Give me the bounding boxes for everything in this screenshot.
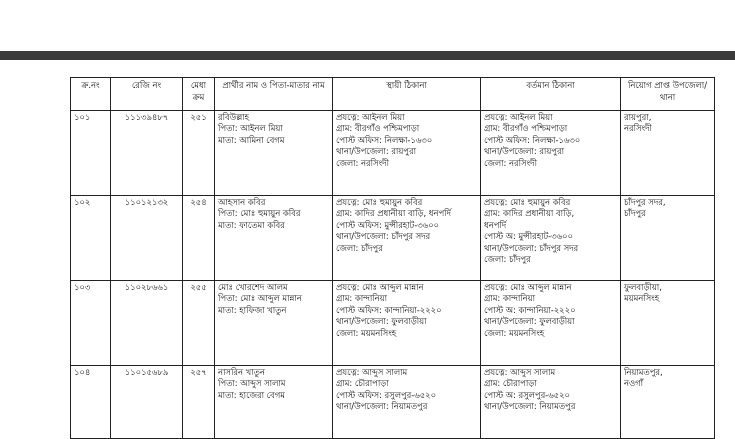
- posting-cell: [621, 281, 715, 366]
- header-permanent-address: স্থায়ী ঠিকানা: [333, 78, 481, 111]
- header-name: প্রার্থীর নাম ও পিতা-মাতার নাম: [215, 78, 333, 111]
- address-line: জেলা: নরসিংদী: [484, 157, 537, 168]
- merit-cell: ২৫৪: [183, 196, 215, 281]
- address-line: জেলা: চাঁদপুর: [484, 254, 531, 265]
- address-line: পোস্ট অফিস: নিলক্ষা-১৬৩০: [336, 134, 433, 145]
- address-line: প্রযত্নে: আইনল মিয়া: [336, 112, 405, 122]
- address-line: গ্রাম: বীরগাঁও পশ্চিমপাড়া: [484, 123, 568, 134]
- address-line: প্রযত্নে: মোঃ আব্দুল মান্নান: [336, 282, 424, 292]
- serial-cell: ১০৩: [71, 281, 111, 366]
- candidate-name: রবিউল্লাহ: [218, 112, 249, 122]
- header-reg: রেজি নং: [111, 78, 183, 111]
- present-address-cell: [481, 111, 621, 196]
- address-line: থানা/উপজেলা: রায়পুরা: [336, 146, 417, 157]
- merit-cell: ২৫৭: [183, 366, 215, 439]
- address-line: জেলা: ময়মনসিংহ: [484, 327, 545, 338]
- name-cell: [215, 196, 333, 281]
- father-name: পিতা: আব্দুস সালাম: [218, 378, 286, 389]
- table-row: [71, 281, 715, 366]
- address-line: প্রযত্নে: আব্দুস সালাম: [484, 367, 556, 377]
- serial-cell: ১০১: [71, 111, 111, 196]
- father-name: পিতা: মোঃ হুমায়ুন কবির: [218, 208, 301, 219]
- present-address-cell: [481, 281, 621, 366]
- address-line: গ্রাম: বীরগাঁও পশ্চিমপাড়া: [336, 123, 420, 134]
- mother-name: মাতা: হাফিজা খাতুন: [218, 304, 287, 315]
- address-line: গ্রাম: কাদির প্রধানীয়া বাড়ি, ধনপর্দি: [336, 208, 451, 219]
- posting-cell: [621, 111, 715, 196]
- merit-cell: ২৫৫: [183, 281, 215, 366]
- address-line: থানা/উপজেলা: চাঁদপুর সদর: [336, 231, 431, 242]
- posting-line: ময়মনসিংহ: [624, 293, 660, 304]
- address-line: গ্রাম: চৌরাপাড়া: [484, 378, 537, 389]
- address-line: পোস্ট অফিস: কান্দানিয়া-২২২০: [336, 304, 442, 315]
- present-address-cell: [481, 366, 621, 439]
- header-posting: নিয়োগ প্রাপ্ত উপজেলা/থানা: [621, 78, 715, 111]
- reg-cell: ১১১৩৯৪৮৭: [111, 111, 183, 196]
- address-line: থানা/উপজেলা: নিয়ামতপুর: [336, 401, 428, 412]
- table-row: [71, 111, 715, 196]
- father-name: পিতা: মোঃ আব্দুল মান্নান: [218, 293, 302, 304]
- posting-line: ফুলবাড়ীয়া,: [624, 282, 662, 292]
- posting-cell: [621, 196, 715, 281]
- address-line: পোস্ট অ: মুন্সীরহাট-৩৬০০: [484, 231, 573, 242]
- posting-line: নিয়ামতপুর,: [624, 367, 663, 377]
- address-line: পোস্ট অফিস: নিলক্ষা-১৬৩০: [484, 134, 581, 145]
- address-line: পোস্ট অ: রসুলপুর-৬৫২০: [484, 389, 570, 400]
- address-line: প্রযত্নে: আইনল মিয়া: [484, 112, 553, 122]
- serial-cell: ১০২: [71, 196, 111, 281]
- top-bar: [0, 51, 735, 60]
- mother-name: মাতা: আমিনা বেগম: [218, 134, 285, 145]
- father-name: পিতা: আইনল মিয়া: [218, 123, 283, 134]
- address-line: জেলা: ময়মনসিংহ: [336, 327, 397, 338]
- permanent-address-cell: [333, 196, 481, 281]
- address-line: গ্রাম: কান্দানিয়া: [484, 293, 536, 304]
- reg-cell: ১১০১৫৬৮৯: [111, 366, 183, 439]
- permanent-address-cell: [333, 366, 481, 439]
- header-row: [71, 78, 715, 111]
- candidate-name: নাসরিন খাতুন: [218, 367, 265, 377]
- permanent-address-cell: [333, 281, 481, 366]
- address-line: প্রযত্নে: মোঃ আব্দুল মান্নান: [484, 282, 572, 292]
- candidate-table: [70, 77, 715, 439]
- address-line: প্রযত্নে: মোঃ হুমায়ুন কবির: [484, 197, 571, 207]
- header-present-address: বর্তমান ঠিকানা: [481, 78, 621, 111]
- address-line: পোস্ট অ: কান্দানিয়া-২২২০: [484, 304, 576, 315]
- posting-line: চাঁদপুর: [624, 208, 646, 219]
- address-line: জেলা: চাঁদপুর: [336, 242, 383, 253]
- address-line: প্রযত্নে: মোঃ হুমায়ুন কবির: [336, 197, 423, 207]
- posting-line: নরসিংদী: [624, 123, 652, 134]
- address-line: পোস্ট অফিস: রসুলপুর-৬৫২০: [336, 389, 437, 400]
- address-line: জেলা: নরসিংদী: [336, 157, 389, 168]
- address-line: থানা/উপজেলা: ফুলবাড়ীয়া: [336, 316, 427, 327]
- table-row: [71, 366, 715, 439]
- header-merit: মেধা ক্রম: [183, 78, 215, 111]
- header-serial: ক্র.নং: [71, 78, 111, 111]
- address-line: ধনপর্দি: [484, 219, 507, 230]
- serial-cell: ১০৪: [71, 366, 111, 439]
- posting-line: রায়পুরা,: [624, 112, 652, 122]
- reg-cell: ১১০২৮৬৬১: [111, 281, 183, 366]
- table-row: [71, 196, 715, 281]
- address-line: গ্রাম: কাদির প্রধানীয়া বাড়ি,: [484, 208, 575, 219]
- address-line: থানা/উপজেলা: নিয়ামতপুর: [484, 401, 576, 412]
- name-cell: [215, 111, 333, 196]
- posting-line: নওগাঁ: [624, 378, 644, 389]
- address-line: প্রযত্নে: আব্দুস সালাম: [336, 367, 408, 377]
- name-cell: [215, 366, 333, 439]
- address-line: থানা/উপজেলা: ফুলবাড়ীয়া: [484, 316, 575, 327]
- address-line: থানা/উপজেলা: রায়পুরা: [484, 146, 565, 157]
- reg-cell: ১১০১২১৩২: [111, 196, 183, 281]
- address-line: পোস্ট অফিস: মুন্সীরহাট-৩৬০০: [336, 219, 439, 230]
- permanent-address-cell: [333, 111, 481, 196]
- address-line: গ্রাম: কান্দানিয়া: [336, 293, 388, 304]
- address-line: গ্রাম: চৌরাপাড়া: [336, 378, 389, 389]
- candidate-name: আহসান কবির: [218, 197, 266, 207]
- candidate-name: মোঃ খোরশেদ আলম: [218, 282, 288, 292]
- mother-name: মাতা: ফাতেমা কবির: [218, 219, 285, 230]
- posting-cell: [621, 366, 715, 439]
- address-line: থানা/উপজেলা: চাঁদপুর সদর: [484, 242, 579, 253]
- mother-name: মাতা: হাজেরা বেগম: [218, 389, 285, 400]
- name-cell: [215, 281, 333, 366]
- merit-cell: ২৫১: [183, 111, 215, 196]
- present-address-cell: [481, 196, 621, 281]
- posting-line: চাঁদপুর সদর,: [624, 197, 666, 207]
